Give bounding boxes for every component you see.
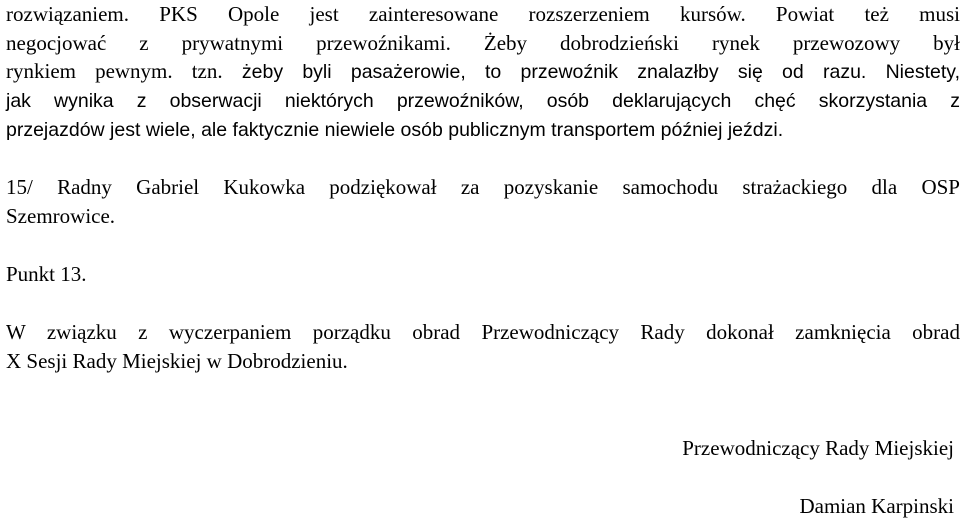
paragraph-2-line-2: Szemrowice. xyxy=(6,204,116,228)
paragraph-1-line-5: przejazdów jest wiele, ale faktycznie niewiele osób publicznym transportem później jeździ. xyxy=(6,119,784,141)
paragraph-1-line-1: rozwiązaniem. PKS Opole jest zainteresowane rozszerzeniem kursów. Powiat też musi xyxy=(6,2,960,26)
punkt-heading: Punkt 13. xyxy=(6,262,87,286)
paragraph-2-line-1: 15/ Radny Gabriel Kukowka podziękował za pozyskanie samochodu strażackiego dla OSP xyxy=(6,175,960,199)
paragraph-1-line-3-sans: żeby byli pasażerowie, to przewoźnik znalazłby się od razu. Niestety, xyxy=(222,61,960,83)
paragraph-1-line-2: negocjować z prywatnymi przewoźnikami. Żeby dobrodzieński rynek przewozowy był xyxy=(6,31,960,55)
paragraph-1-line-3-serif: rynkiem pewnym. tzn. xyxy=(6,59,223,83)
signature-name: Damian Karpinski xyxy=(799,494,954,518)
paragraph-3-line-2: X Sesji Rady Miejskiej w Dobrodzieniu. xyxy=(6,349,348,373)
paragraph-1-line-4: jak wynika z obserwacji niektórych przewoźników, osób deklarujących chęć skorzystania z xyxy=(6,90,960,112)
paragraph-3-line-1: W związku z wyczerpaniem porządku obrad Przewodniczący Rady dokonał zamknięcia obrad xyxy=(6,320,960,344)
paragraph-1-line-3 xyxy=(6,58,960,85)
signature-title: Przewodniczący Rady Miejskiej xyxy=(682,436,954,460)
